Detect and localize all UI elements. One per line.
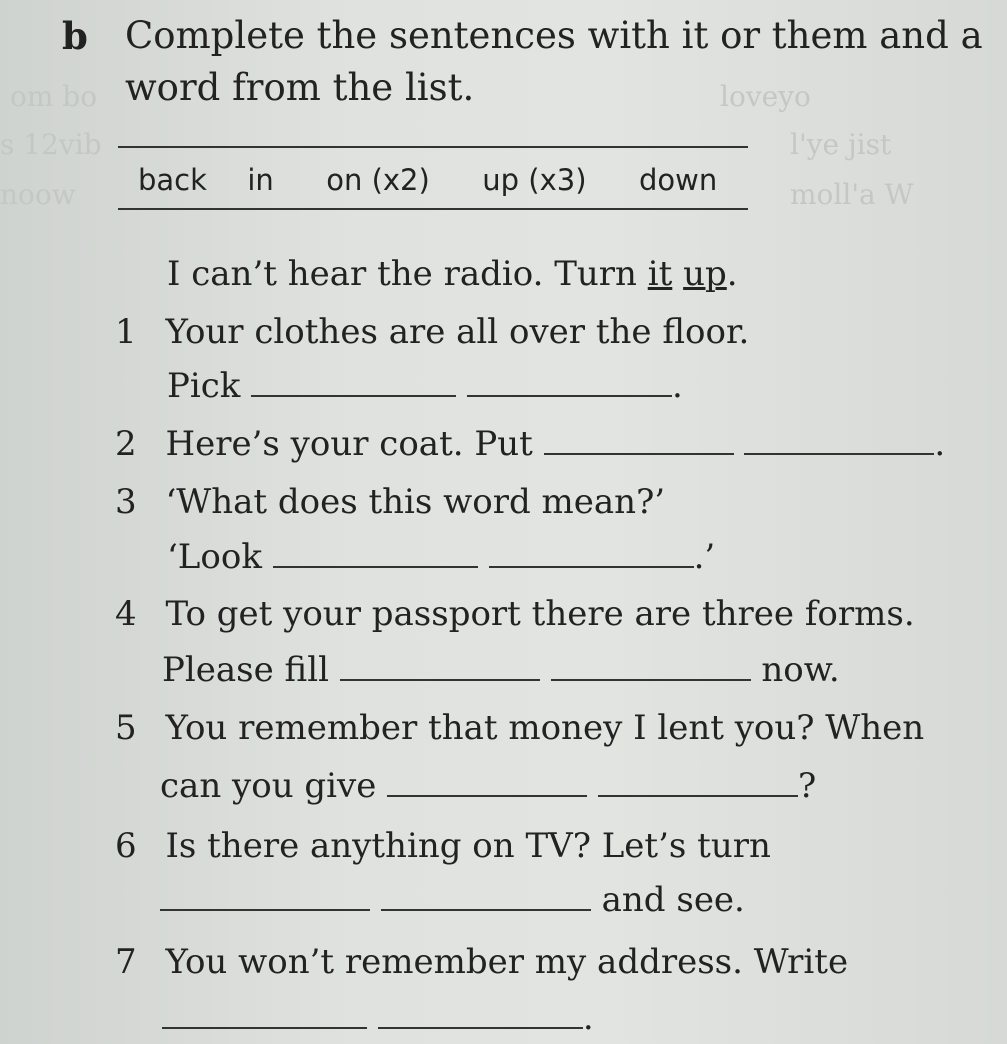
item-text: You won’t remember my address. Write — [165, 942, 849, 982]
answer-blank[interactable] — [744, 451, 934, 455]
item-punct: . — [934, 424, 946, 464]
bleed-through-text: moll'a W — [790, 178, 914, 211]
item-5 — [115, 708, 924, 748]
answer-blank[interactable] — [162, 1025, 367, 1029]
answer-blank[interactable] — [251, 393, 456, 397]
item-6 — [115, 826, 771, 866]
answer-blank[interactable] — [381, 907, 591, 911]
item-number: 6 — [115, 826, 137, 866]
item-punct: . — [582, 998, 594, 1038]
bleed-through-text: om bo — [10, 80, 98, 113]
bleed-through-text: l'ye jist — [790, 128, 892, 161]
word-list-bottom-rule — [118, 208, 748, 210]
exercise-label — [62, 14, 88, 59]
answer-blank[interactable] — [160, 907, 370, 911]
item-text: now. — [761, 650, 840, 690]
item-2 — [115, 424, 945, 464]
answer-blank[interactable] — [273, 564, 478, 568]
item-text: Your clothes are all over the floor. — [165, 312, 750, 352]
word-on: on (x2) — [326, 163, 430, 197]
item-text: ‘What does this word mean?’ — [165, 482, 666, 522]
answer-blank[interactable] — [598, 793, 798, 797]
answer-blank[interactable] — [340, 677, 540, 681]
item-text: Pick — [167, 366, 241, 406]
item-number: 4 — [115, 594, 137, 634]
example-answer-up: up — [683, 254, 727, 294]
item-number: 2 — [115, 424, 137, 464]
answer-blank[interactable] — [544, 451, 734, 455]
word-up: up (x3) — [482, 163, 587, 197]
word-down: down — [638, 163, 718, 197]
item-number: 1 — [115, 312, 137, 352]
instruction-line-2: word from the list. — [125, 66, 475, 109]
instruction-line-1: Complete the sentences with it or them and a — [125, 14, 983, 57]
answer-blank[interactable] — [551, 677, 751, 681]
item-5-line-2 — [160, 766, 816, 806]
example-text: I can’t hear the radio. Turn — [167, 254, 648, 294]
item-punct: . — [672, 366, 683, 406]
item-number: 5 — [115, 708, 137, 748]
item-text: and see. — [601, 880, 745, 920]
bleed-through-text: loveyo — [720, 80, 811, 113]
item-text: ‘Look — [167, 537, 262, 577]
item-1-line-2 — [167, 366, 683, 406]
answer-blank[interactable] — [467, 393, 672, 397]
item-3-line-2 — [167, 537, 715, 577]
item-7 — [115, 942, 848, 982]
item-text: Here’s your coat. Put — [165, 424, 533, 464]
example-end: . — [726, 254, 738, 294]
item-3 — [115, 482, 665, 522]
item-7-line-2 — [162, 998, 594, 1038]
word-in: in — [247, 163, 274, 197]
bleed-through-text: s 12vib — [0, 128, 102, 161]
item-number: 3 — [115, 482, 137, 522]
word-list — [138, 163, 717, 197]
item-text: You remember that money I lent you? When — [165, 708, 925, 748]
example-sentence — [167, 254, 738, 294]
item-number: 7 — [115, 942, 137, 982]
bleed-through-text: noow — [0, 178, 76, 211]
item-text: Please fill — [162, 650, 329, 690]
item-4-line-2 — [162, 650, 840, 690]
item-text: To get your passport there are three forms. — [165, 594, 915, 634]
item-1 — [115, 312, 749, 352]
item-punct: ? — [798, 766, 817, 806]
answer-blank[interactable] — [489, 564, 694, 568]
answer-blank[interactable] — [387, 793, 587, 797]
word-list-top-rule — [118, 146, 748, 148]
answer-blank[interactable] — [378, 1025, 583, 1029]
item-punct: .’ — [693, 537, 716, 577]
word-back: back — [138, 163, 207, 197]
item-4 — [115, 594, 915, 634]
example-answer-it: it — [647, 254, 673, 294]
item-text: can you give — [160, 766, 377, 806]
item-6-line-2 — [160, 880, 745, 920]
item-text: Is there anything on TV? Let’s turn — [165, 826, 771, 866]
exercise-letter: b — [62, 14, 88, 58]
